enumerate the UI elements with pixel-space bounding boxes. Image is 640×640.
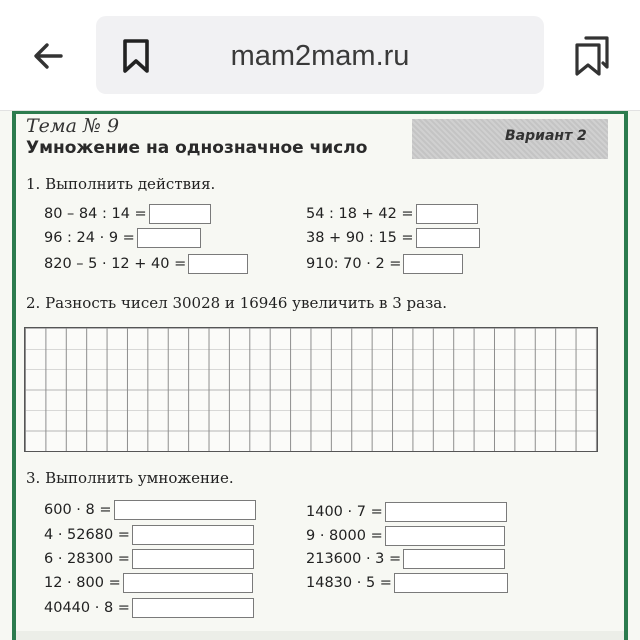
answer-box[interactable]	[403, 254, 463, 274]
answer-box[interactable]	[132, 549, 254, 569]
sheet-footer	[16, 631, 624, 640]
task3-heading: 3. Выполнить умножение.	[26, 469, 234, 487]
answer-box[interactable]	[416, 204, 478, 224]
expression-text: 910: 70 · 2 =	[306, 256, 402, 272]
bookmark-button[interactable]	[116, 36, 156, 76]
answer-box[interactable]	[394, 573, 508, 593]
expression-text: 9 · 8000 =	[306, 528, 383, 544]
bookmark-outline-icon	[121, 38, 151, 74]
answer-box[interactable]	[416, 228, 480, 248]
answer-box[interactable]	[132, 525, 254, 545]
answer-box[interactable]	[137, 228, 201, 248]
task1-expression	[44, 203, 211, 225]
answer-box[interactable]	[114, 500, 256, 520]
answer-box[interactable]	[188, 254, 248, 274]
answer-box[interactable]	[403, 549, 505, 569]
sheet-border	[624, 111, 628, 640]
topic-subtitle: Умножение на однозначное число	[26, 138, 368, 158]
arrow-left-icon	[30, 38, 66, 74]
sheet-border	[12, 111, 16, 640]
task3-expression	[44, 499, 256, 521]
answer-box[interactable]	[149, 204, 211, 224]
task1-expression	[44, 253, 248, 275]
task1-expression	[306, 253, 463, 275]
back-button[interactable]	[26, 34, 70, 78]
expression-text: 14830 · 5 =	[306, 575, 392, 591]
task3-expression	[306, 501, 507, 523]
bookmarks-list-button[interactable]	[570, 34, 614, 78]
answer-box[interactable]	[385, 526, 505, 546]
task3-expression	[44, 597, 254, 619]
browser-toolbar	[0, 0, 640, 111]
expression-text: 6 · 28300 =	[44, 551, 130, 567]
worksheet-image	[0, 111, 640, 640]
task3-expression	[44, 548, 254, 570]
bookmarks-stack-icon	[572, 35, 612, 77]
expression-text: 1400 · 7 =	[306, 504, 383, 520]
expression-text: 54 : 18 + 42 =	[306, 206, 414, 222]
expression-text: 80 – 84 : 14 =	[44, 206, 147, 222]
topic-title: Тема № 9	[26, 115, 120, 137]
answer-box[interactable]	[132, 598, 254, 618]
task1-heading: 1. Выполнить действия.	[26, 175, 216, 193]
sheet-border	[12, 111, 628, 114]
task2-heading: 2. Разность чисел 30028 и 16946 увеличить в 3 раза.	[26, 294, 447, 312]
task3-expression	[306, 548, 505, 570]
expression-text: 40440 · 8 =	[44, 600, 130, 616]
expression-text: 4 · 52680 =	[44, 527, 130, 543]
task3-expression	[44, 572, 253, 594]
expression-text: 96 : 24 · 9 =	[44, 230, 135, 246]
expression-text: 38 + 90 : 15 =	[306, 230, 414, 246]
variant-label: Вариант 2	[505, 128, 587, 144]
url-text[interactable]: mam2mam.ru	[230, 40, 410, 72]
expression-text: 213600 · 3 =	[306, 551, 402, 567]
task1-expression	[306, 203, 478, 225]
answer-box[interactable]	[385, 502, 507, 522]
expression-text: 12 · 800 =	[44, 575, 121, 591]
answer-grid[interactable]	[24, 327, 598, 452]
task1-expression	[306, 227, 480, 249]
expression-text: 600 · 8 =	[44, 502, 112, 518]
task3-expression	[44, 524, 254, 546]
answer-box[interactable]	[123, 573, 253, 593]
task3-expression	[306, 572, 508, 594]
task1-expression	[44, 227, 201, 249]
expression-text: 820 – 5 · 12 + 40 =	[44, 256, 187, 272]
task3-expression	[306, 525, 505, 547]
